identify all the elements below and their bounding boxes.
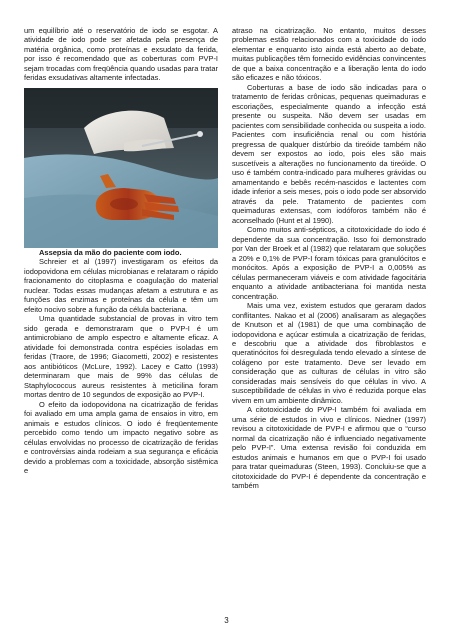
page-number: 3 bbox=[224, 616, 229, 625]
left-paragraph: Schreier et al (1997) investigaram os efeitos da iodopovidona em células microbianas e relataram o rápido fracionamento do citoplasma e coagulação do material nuclear. Todas essas mudanças afetam a estrutura e as funções das enzimas e proteínas da célula e têm um efeito nocivo sobre a função da célula bacteriana. bbox=[24, 257, 218, 314]
hand-asepsis-photo bbox=[24, 88, 218, 248]
intro-paragraph: um equilíbrio até o reservatório de iodo se esgotar. A atividade de iodo pode ser afetada pela presença de matéria orgânica, como proteínas e exsudato da ferida, por isso é recomendado que as coberturas com PVP-I sejam trocadas com freqüência quando usadas para tratar feridas exsudativas altamente infectadas. bbox=[24, 26, 218, 83]
right-column bbox=[232, 26, 426, 491]
right-paragraph: A citotoxicidade do PVP-I também foi avaliada em uma série de estudos in vivo e clínicos. Niedner (1997) revisou a citotoxicidade de PVP-I e afirmou que o “curso normal da cicatrização não é influenciado negativamente pelo PVP-I”. Uma extensa revisão foi conduzida em estudos animais e humanos em que o PVP-I foi usado para tratar queimaduras (Steen, 1993). Concluiu-se que a citotoxicidade do PVP-I é dependente da concentração e também bbox=[232, 405, 426, 491]
right-paragraph: Coberturas a base de iodo são indicadas para o tratamento de feridas crônicas, pequenas queimaduras e escoriações, especialmente quando a infecção está presente ou suspeita. Não devem ser usadas em pacientes com sensibilidade conhecida ou suspeita a iodo. Pacientes com insuficiência renal ou com história pregressa de qualquer distúrbio da tireóide também não devem ser expostos ao iodo, pois eles são mais suscetíveis a alterações no funcionamento da tireóide. O uso é também contra-indicado para mulheres grávidas ou amamentando e bebês recém-nascidos e lactentes com idade inferior a seis meses, pois o iodo pode ser absorvido através da pele. Tratamento de pacientes com queimaduras extensas, com iodóforos também não é aconselhado (Hunt et al 1990). bbox=[232, 82, 426, 225]
figure-caption: Assepsia da mão do paciente com iodo. bbox=[39, 247, 182, 257]
right-paragraph: Como muitos anti-sépticos, a citotoxicidade do iodo é dependente da sua concentração. Isso foi demonstrado por Van der Broek et al (1982) que relataram que soluções a 20% e 0,1% de PVP-I foram tóxicas para granulócitos e monócitos. Após a exposição de PVP-I a 0,005% as células permaneceram viáveis e com atividade fagocitária enquanto a atividade antibacteriana foi mantida nesta concentração. bbox=[232, 225, 426, 301]
right-paragraph: Mais uma vez, existem estudos que geraram dados conflitantes. Nakao et al (2006) analisaram as alegações de Knutson et al (1981) de que uma combinação de iodopovidona e açúcar estimula a cicatrização de feridas, e descobriu que a atividade dos fibroblastos e queratinócitos foi desregulada tendo elevado a síntese de colágeno por este tratamento. Deve ser levado em consideração que as culturas de células in vitro são consideradas mais sensíveis do que células in vivo. A susceptibilidade de células in vivo é reduzida porque elas vivem em um ambiente dinâmico. bbox=[232, 301, 426, 405]
left-paragraph: O efeito da iodopovidona na cicatrização de feridas foi avaliado em uma ampla gama de ensaios in vitro, em animais e estudos clínicos. O iodo é freqüentemente percebido como tendo um impacto negativo sobre as células envolvidas no processo de cicatrização de feridas e controvérsias ainda rodeiam a sua segurança e eficácia devido a problemas com a toxicidade, absorção sistêmica e bbox=[24, 399, 218, 476]
left-paragraph: Uma quantidade substancial de provas in vitro tem sido gerada e demonstraram que o PVP-I é um antimicrobiano de amplo espectro e altamente eficaz. A atividade foi demonstrada contra espécies isoladas em feridas (Traore, de 1996; Giacometti, 2002) e resistentes aos antibióticos (McLure, 1992). Lacey e Catto (1993) determinaram que mais de 99% das células de Staphylococcus aureus resistentes à meticilina foram mortas dentro de 10 segundos de exposição ao PVP-I. bbox=[24, 314, 218, 400]
left-column bbox=[24, 26, 218, 476]
right-paragraph: atraso na cicatrização. No entanto, muitos desses problemas estão relacionados com a toxicidade do iodo elementar e enquanto isto ainda está aberto ao debate, muitas publicações têm fornecido evidências convincentes de que a baixa concentração e a liberação lenta do iodo são eficazes e não tóxicos. bbox=[232, 26, 426, 83]
photo-illustration bbox=[24, 88, 218, 248]
